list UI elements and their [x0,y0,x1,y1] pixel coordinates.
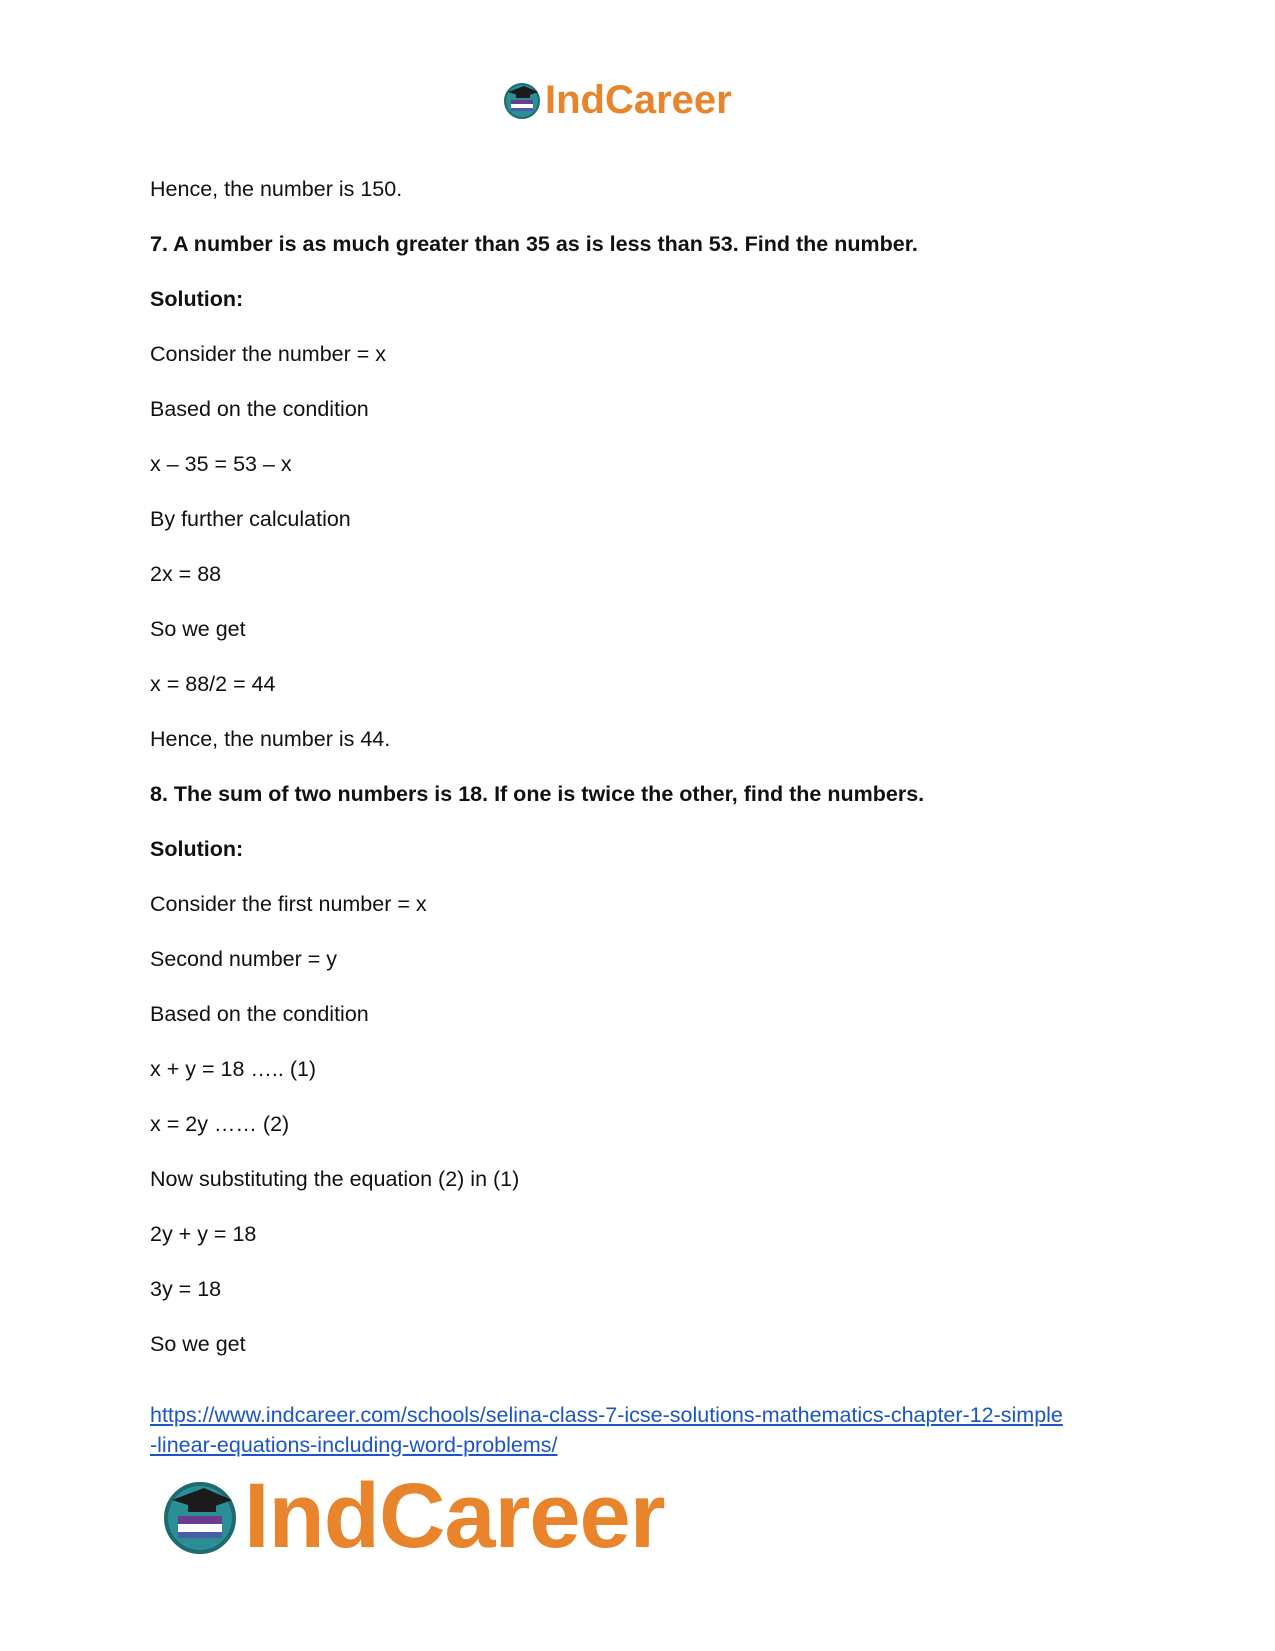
source-link[interactable] [150,1400,1170,1460]
text-line: Consider the first number = x [150,892,427,916]
footer-logo [160,1465,665,1567]
text-line: Hence, the number is 150. [150,177,403,201]
graduation-cap-globe-icon [160,1476,240,1556]
text-line: Now substituting the equation (2) in (1) [150,1167,520,1191]
text-line: By further calculation [150,507,351,531]
graduation-cap-globe-icon [502,80,542,120]
text-line: Based on the condition [150,1002,369,1026]
question-heading-line: Solution: [150,287,244,311]
header-logo [502,80,732,120]
question-heading-line: 7. A number is as much greater than 35 as is less than 53. Find the number. [150,232,918,256]
footer-logo-text: IndCareer [244,1465,665,1567]
text-line: 3y = 18 [150,1277,222,1301]
header-logo-text: IndCareer [545,78,732,122]
text-line: 2x = 88 [150,562,222,586]
question-heading-line: Solution: [150,837,244,861]
text-line: x – 35 = 53 – x [150,452,292,476]
text-line: x + y = 18 ….. (1) [150,1057,317,1081]
source-link-line-1[interactable]: https://www.indcareer.com/schools/selina-class-7-icse-solutions-mathematics-chapter-12-simple [150,1403,1063,1427]
text-line: Second number = y [150,947,338,971]
source-link-line-2[interactable]: -linear-equations-including-word-problems/ [150,1433,558,1457]
text-line: x = 88/2 = 44 [150,672,276,696]
text-line: Hence, the number is 44. [150,727,391,751]
text-line: So we get [150,617,246,641]
text-line: x = 2y …… (2) [150,1112,290,1136]
question-heading-line: 8. The sum of two numbers is 18. If one is twice the other, find the numbers. [150,782,925,806]
text-line: Based on the condition [150,397,369,421]
text-line: So we get [150,1332,246,1356]
text-line: 2y + y = 18 [150,1222,257,1246]
text-line: Consider the number = x [150,342,387,366]
document-body [150,176,1150,1386]
